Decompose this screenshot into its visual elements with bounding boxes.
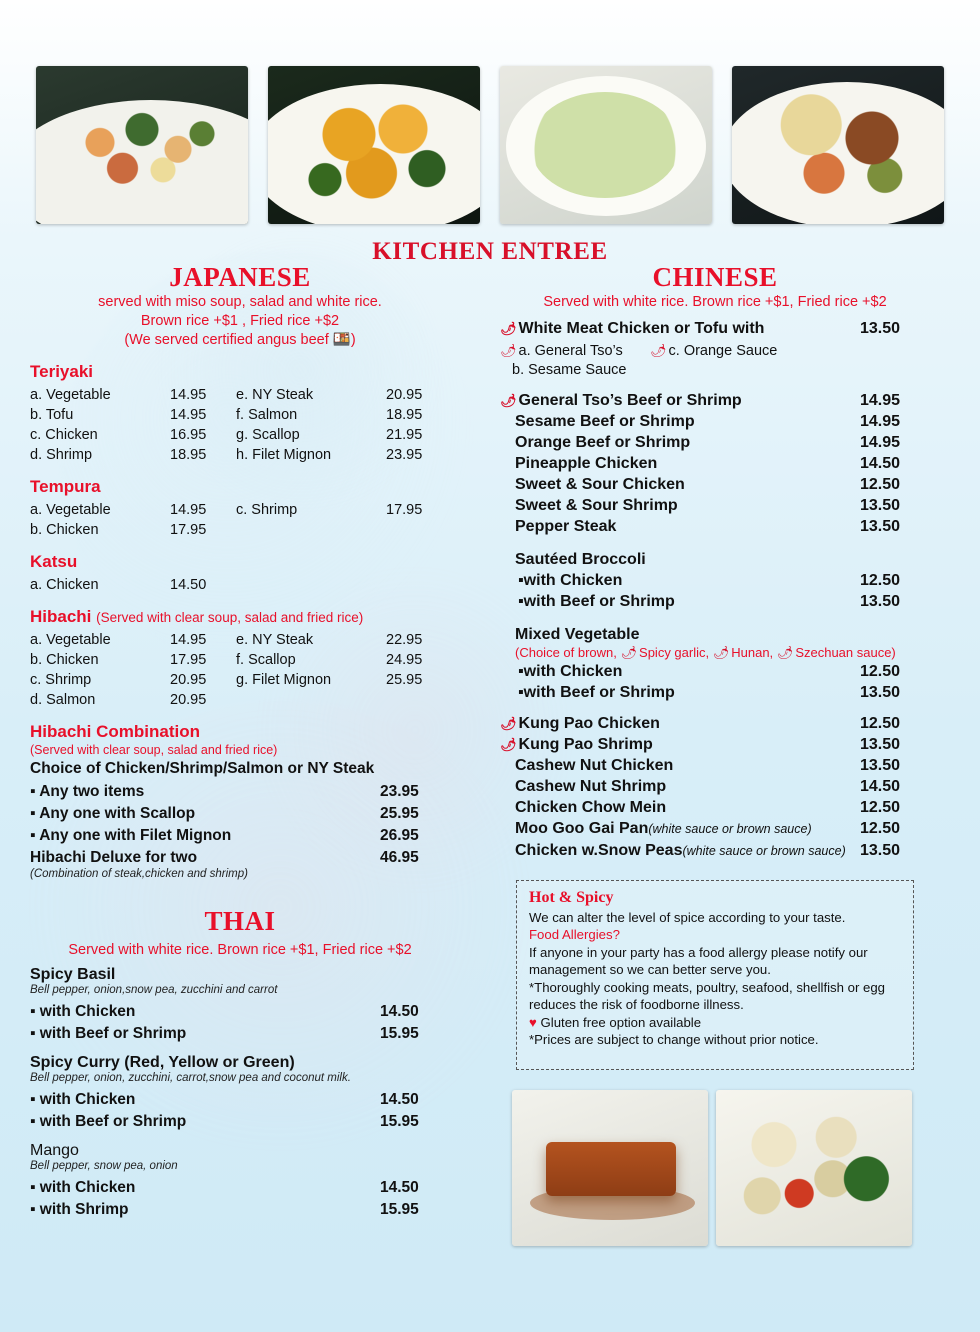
notice-line: reduces the risk of foodborne illness. (529, 997, 744, 1012)
menu-item (500, 474, 930, 495)
item-price: 14.95 (860, 413, 901, 430)
item-price: 22.95 (386, 631, 423, 648)
item-price: 13.50 (860, 320, 901, 337)
teriyaki-heading: Teriyaki (30, 362, 94, 381)
item-price: 18.95 (386, 406, 423, 423)
table-row (30, 575, 450, 595)
item-price (386, 690, 450, 710)
item-price: 25.95 (380, 804, 419, 822)
hibachi-table (30, 630, 450, 710)
item-name: b. Chicken (30, 651, 99, 668)
item-price: 26.95 (380, 826, 419, 844)
item-name: ▪ with Beef or Shrimp (30, 1112, 187, 1130)
item-name: b. Tofu (30, 406, 74, 423)
item-name (236, 520, 386, 540)
hibachi-heading (30, 607, 450, 627)
teriyaki-table (30, 385, 450, 465)
item-price: 14.50 (170, 576, 207, 593)
hibachi-heading-note: (Served with clear soup, salad and fried rice) (96, 610, 364, 625)
katsu-table (30, 575, 450, 595)
item-name: c. Shrimp (30, 671, 92, 688)
sauteed-broccoli-heading: Sautéed Broccoli (515, 551, 646, 568)
notice-line: *Prices are subject to change without prior notice. (529, 1032, 819, 1047)
item-price: 14.50 (380, 1002, 419, 1020)
thai-section-title: THAI (204, 906, 276, 936)
item-name: Kung Pao Chicken (518, 715, 660, 732)
hibachi-combination-note: (Served with clear soup, salad and fried rice) (30, 743, 278, 757)
mixed-vegetable-heading: Mixed Vegetable (515, 626, 640, 643)
menu-item (500, 661, 930, 682)
chili-pepper-icon: 🌶 (500, 716, 517, 731)
table-row (30, 500, 450, 520)
table-row (30, 1000, 450, 1022)
thai-group-spicy-basil (30, 966, 450, 1044)
item-name: d. Shrimp (30, 446, 93, 463)
tempura-heading: Tempura (30, 477, 101, 496)
item-name: Chicken w.Snow Peas (515, 842, 683, 859)
item-price: 15.95 (380, 1112, 419, 1130)
menu-item (500, 734, 930, 755)
list-item: 🌶 a. General Tso’s (500, 343, 623, 359)
chili-pepper-icon: 🌶 (712, 645, 730, 660)
item-name: e. NY Steak (236, 631, 314, 648)
thai-group-spicy-curry (30, 1054, 450, 1132)
item-price: 23.95 (386, 446, 423, 463)
item-name: Hibachi Deluxe for two (30, 848, 198, 866)
item-name: b. Chicken (30, 521, 99, 538)
item-price: 12.50 (860, 663, 901, 680)
menu-item (500, 591, 930, 612)
item-name: c. Chicken (30, 426, 98, 443)
menu-item (500, 755, 930, 776)
item-price: 14.95 (170, 406, 207, 423)
menu-item (500, 682, 930, 703)
item-price: 15.95 (380, 1200, 419, 1218)
item-price: 13.50 (860, 497, 901, 514)
page-title: KITCHEN ENTREE (372, 238, 608, 265)
chili-pepper-icon: 🌶 (500, 737, 517, 752)
table-row (30, 630, 450, 650)
item-price: 14.95 (860, 434, 901, 451)
notice-allergy-heading: Food Allergies? (529, 927, 620, 942)
item-name: Sweet & Sour Shrimp (515, 497, 678, 514)
table-row (30, 1110, 450, 1132)
item-price: 13.50 (860, 684, 901, 701)
menu-item (500, 453, 930, 474)
item-note: (white sauce or brown sauce) (648, 822, 812, 836)
menu-item (500, 411, 930, 432)
item-price: 12.50 (860, 476, 901, 493)
item-name: ▪ with Chicken (30, 1178, 136, 1196)
thai-group-heading: Mango (30, 1142, 79, 1159)
item-name: Cashew Nut Chicken (515, 757, 674, 774)
item-name: e. NY Steak (236, 386, 314, 403)
notice-line: *Thoroughly cooking meats, poultry, seafood, shellfish or egg (529, 979, 886, 995)
item-name: General Tso’s Beef or Shrimp (518, 392, 742, 409)
item-name: Orange Beef or Shrimp (515, 434, 691, 451)
item-price: 13.50 (860, 736, 901, 753)
item-name: g. Filet Mignon (236, 671, 332, 688)
table-row (30, 1176, 450, 1198)
menu-item-moo-goo-gai-pan (500, 818, 930, 840)
table-row (30, 1022, 450, 1044)
menu-item (500, 516, 930, 537)
item-name: Chicken Chow Mein (515, 799, 667, 816)
japanese-subtitle-1: served with miso soup, salad and white rice. (98, 294, 382, 310)
chinese-section-title: CHINESE (652, 262, 778, 292)
photo-scallop-vegetable (716, 1090, 912, 1246)
item-name: Pepper Steak (515, 518, 617, 535)
item-price: 46.95 (380, 848, 419, 866)
table-row (30, 650, 450, 670)
item-price: 13.50 (860, 842, 901, 859)
item-name: ▪ with Beef or Shrimp (30, 1024, 187, 1042)
hibachi-combination-choice: Choice of Chicken/Shrimp/Salmon or NY Steak (30, 760, 375, 777)
item-price: 21.95 (386, 426, 423, 443)
notice-title: Hot & Spicy (529, 889, 614, 906)
item-price: 12.50 (860, 715, 901, 732)
item-price: 20.95 (386, 386, 423, 403)
tempura-table (30, 500, 450, 540)
chinese-subtitle: Served with white rice. Brown rice +$1, Fried rice +$2 (543, 294, 887, 310)
menu-item (500, 495, 930, 516)
japanese-subtitle-3: (We served certified angus beef 🍱) (124, 332, 356, 348)
item-name: ▪ with Chicken (30, 1090, 136, 1108)
table-row (30, 1088, 450, 1110)
item-price: 20.95 (170, 691, 207, 708)
table-row (30, 690, 450, 710)
item-name: ▪ with Chicken (30, 1002, 136, 1020)
japanese-subtitle-2: Brown rice +$1 , Fried rice +$2 (140, 313, 340, 329)
menu-item (500, 713, 930, 734)
item-price: 14.95 (860, 392, 901, 409)
hibachi-combination-footnote: (Combination of steak,chicken and shrimp) (30, 868, 248, 880)
item-name: Pineapple Chicken (515, 455, 658, 472)
top-photo-strip (36, 66, 944, 224)
thai-group-description: Bell pepper, onion,snow pea, zucchini and carrot (30, 984, 278, 996)
item-price: 17.95 (170, 521, 207, 538)
item-name: a. Vegetable (30, 501, 111, 518)
photo-green-curry (500, 66, 712, 224)
list-item: 🌶 c. Orange Sauce (650, 343, 778, 359)
menu-item (500, 390, 930, 411)
hibachi-heading-label: Hibachi (30, 607, 92, 626)
thai-group-heading: Spicy Curry (Red, Yellow or Green) (30, 1054, 295, 1071)
mixed-vegetable-choice: (Choice of brown, 🌶 Spicy garlic, 🌶 Hunan, 🌶 Szechuan sauce) (515, 645, 896, 660)
thai-group-description: Bell pepper, snow pea, onion (30, 1160, 178, 1172)
item-name: ▪ with Shrimp (30, 1200, 129, 1218)
item-price: 14.50 (380, 1090, 419, 1108)
table-row (30, 802, 450, 824)
chili-pepper-icon: 🌶 (500, 343, 517, 358)
item-price: 13.50 (860, 518, 901, 535)
item-price: 12.50 (860, 572, 901, 589)
item-price: 16.95 (170, 426, 207, 443)
table-row (30, 670, 450, 690)
chili-pepper-icon: 🌶 (500, 393, 517, 408)
item-name: ▪ Any two items (30, 782, 145, 800)
japanese-section-title: JAPANESE (169, 262, 311, 292)
left-column (30, 262, 450, 1220)
table-row (30, 520, 450, 540)
table-row (30, 1198, 450, 1220)
chili-pepper-icon: 🌶 (620, 645, 638, 660)
item-price: 17.95 (170, 651, 207, 668)
chili-pepper-icon: 🌶 (776, 645, 794, 660)
item-price: 14.95 (170, 386, 207, 403)
item-price: 23.95 (380, 782, 419, 800)
item-name: Sesame Beef or Shrimp (515, 413, 695, 430)
item-name: d. Salmon (30, 691, 96, 708)
table-row (30, 824, 450, 846)
item-price: 12.50 (860, 799, 901, 816)
table-row (30, 385, 450, 405)
item-name: White Meat Chicken or Tofu with (518, 320, 765, 337)
table-row (30, 425, 450, 445)
item-price: 20.95 (170, 671, 207, 688)
item-price: 12.50 (860, 820, 901, 837)
item-price: 13.50 (860, 593, 901, 610)
table-row (30, 846, 450, 868)
item-name: Kung Pao Shrimp (518, 736, 653, 753)
item-name: ▪with Chicken (518, 663, 623, 680)
menu-item (500, 570, 930, 591)
chili-pepper-icon: 🌶 (500, 321, 517, 336)
item-name: f. Scallop (236, 651, 296, 668)
item-price: 18.95 (170, 446, 207, 463)
item-price: 24.95 (386, 651, 423, 668)
right-column (500, 262, 930, 862)
menu-item (500, 776, 930, 797)
item-price: 14.95 (170, 501, 207, 518)
item-name: ▪with Beef or Shrimp (518, 684, 675, 701)
list-item: b. Sesame Sauce (512, 362, 627, 378)
thai-subtitle: Served with white rice. Brown rice +$1, Fried rice +$2 (68, 942, 412, 958)
item-price: 14.95 (170, 631, 207, 648)
thai-group-heading: Spicy Basil (30, 966, 116, 983)
white-meat-options (500, 341, 930, 380)
menu-item-white-meat (500, 318, 930, 339)
item-note: (white sauce or brown sauce) (682, 844, 846, 858)
table-row (30, 405, 450, 425)
item-price: 13.50 (860, 757, 901, 774)
menu-item (500, 797, 930, 818)
thai-group-description: Bell pepper, onion, zucchini, carrot,snow pea and coconut milk. (30, 1072, 351, 1084)
katsu-heading: Katsu (30, 552, 78, 571)
table-row (30, 780, 450, 802)
bottom-photo-strip (512, 1090, 912, 1246)
item-name: a. Chicken (30, 576, 99, 593)
item-name: f. Salmon (236, 406, 298, 423)
item-price: 14.50 (860, 778, 901, 795)
notice-line: We can alter the level of spice according to your taste. (529, 909, 846, 925)
item-name: ▪ Any one with Filet Mignon (30, 826, 232, 844)
menu-item-chicken-snow-peas (500, 840, 930, 862)
item-price: 25.95 (386, 671, 423, 688)
photo-teriyaki-salmon (512, 1090, 708, 1246)
item-price: 17.95 (386, 501, 423, 518)
notice-line: If anyone in your party has a food allergy please notify our (529, 944, 868, 960)
item-name: a. Vegetable (30, 386, 111, 403)
item-name: ▪with Chicken (518, 572, 623, 589)
item-name: g. Scallop (236, 426, 300, 443)
item-price: 15.95 (380, 1024, 419, 1042)
table-row (30, 445, 450, 465)
item-name: ▪with Beef or Shrimp (518, 593, 675, 610)
item-name: Sweet & Sour Chicken (515, 476, 685, 493)
item-price (386, 520, 450, 540)
item-price: 14.50 (380, 1178, 419, 1196)
photo-seafood-stirfry (36, 66, 248, 224)
item-name: Cashew Nut Shrimp (515, 778, 667, 795)
notice-gluten-line: ♥ Gluten free option available (529, 1014, 702, 1030)
thai-group-mango (30, 1142, 450, 1220)
item-name: ▪ Any one with Scallop (30, 804, 196, 822)
photo-sesame-chicken (268, 66, 480, 224)
chili-pepper-icon: 🌶 (650, 343, 667, 358)
hibachi-combination-list (30, 760, 450, 868)
hibachi-combination-heading: Hibachi Combination (30, 722, 200, 741)
item-name (236, 690, 386, 710)
item-name: Moo Goo Gai Pan (515, 820, 649, 837)
heart-icon: ♥ (529, 1014, 537, 1030)
hot-and-spicy-notice (516, 880, 914, 1070)
item-name: c. Shrimp (236, 501, 298, 518)
photo-shrimp-fried-rice (732, 66, 944, 224)
item-name: a. Vegetable (30, 631, 111, 648)
item-name: h. Filet Mignon (236, 446, 332, 463)
item-price: 14.50 (860, 455, 901, 472)
menu-item (500, 432, 930, 453)
notice-line: management so we can better serve you. (529, 962, 771, 977)
